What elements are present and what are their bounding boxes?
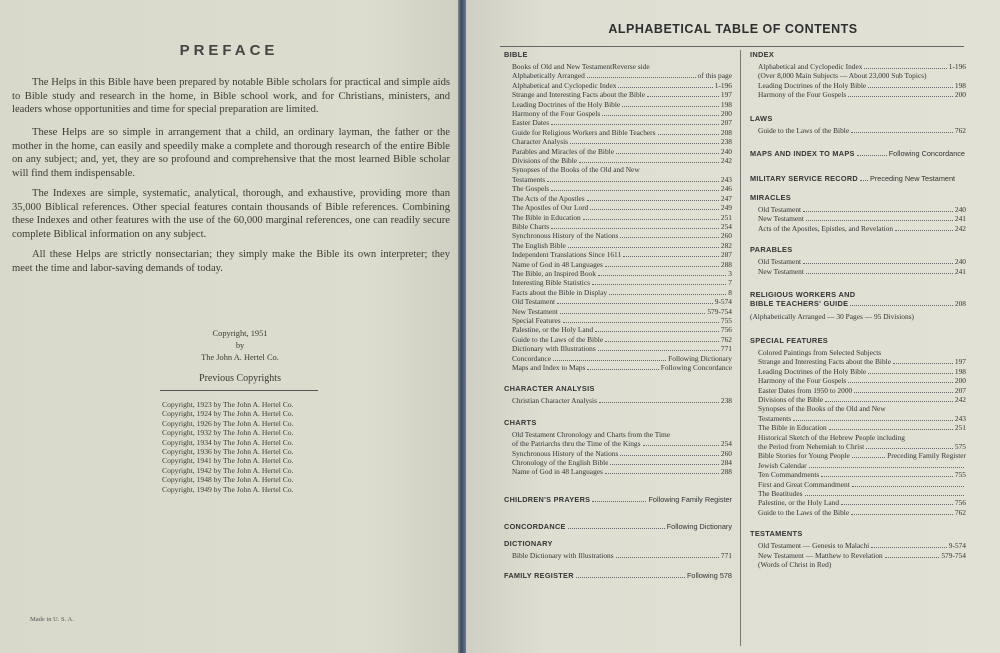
entry-page: Preceding Family Register bbox=[887, 451, 966, 461]
entry-page: 287 bbox=[720, 250, 732, 260]
toc-entry bbox=[504, 194, 732, 203]
toc-entry bbox=[504, 467, 732, 476]
entry-page: 254 bbox=[720, 221, 732, 231]
toc-entry bbox=[750, 62, 966, 71]
entry-title: Old Testament — Genesis to Malachi bbox=[758, 541, 870, 551]
entry-title: (Words of Christ in Red) bbox=[758, 560, 832, 569]
toc-entry bbox=[504, 156, 732, 165]
toc-entry bbox=[504, 396, 732, 405]
entry-title: Facts about the Bible in Display bbox=[512, 287, 608, 297]
toc-section-miracles bbox=[750, 193, 966, 233]
entry-title: Alphabetical and Cyclopedic Index bbox=[758, 62, 863, 71]
entry-title: Harmony of the Four Gospels bbox=[512, 109, 601, 119]
toc-entry bbox=[504, 551, 732, 560]
entry-title: Maps and Index to Maps bbox=[512, 363, 586, 372]
entry-page: 243 bbox=[954, 413, 966, 423]
entry-page: 198 bbox=[954, 366, 966, 376]
section-title: CHARACTER ANALYSIS bbox=[504, 384, 595, 394]
toc-entry bbox=[504, 449, 732, 458]
toc-entry bbox=[750, 404, 966, 413]
toc-entry bbox=[504, 100, 732, 109]
toc-entry bbox=[504, 335, 732, 344]
entry-title: First and Great Commandment bbox=[758, 479, 850, 489]
entry-title: Parables and Miracles of the Bible bbox=[512, 146, 615, 156]
entry-title: of the Patriarchs thru the Time of the Kings bbox=[512, 439, 641, 449]
entry-title: Leading Doctrines of the Holy Bible bbox=[758, 366, 867, 376]
entry-title: New Testament bbox=[512, 306, 558, 316]
entry-title: Guide for Religious Workers and Bible Teachers bbox=[512, 127, 656, 137]
toc-entry bbox=[750, 348, 966, 357]
entry-page: 771 bbox=[720, 550, 732, 560]
entry-title: Leading Doctrines of the Holy Bible bbox=[512, 99, 621, 109]
toc-entry bbox=[504, 307, 732, 316]
toc-left-column bbox=[504, 44, 732, 588]
entry-page: 3 bbox=[728, 268, 732, 278]
toc-section-dictionary bbox=[504, 539, 732, 560]
entry-title: The Bible in Education bbox=[758, 423, 827, 433]
entry-title: The Beatitudes bbox=[758, 488, 803, 498]
entry-page: 755 bbox=[954, 470, 966, 480]
entry-page: 247 bbox=[720, 193, 732, 203]
entry-title: New Testament bbox=[758, 214, 804, 224]
toc-section-religious-workers bbox=[750, 290, 966, 322]
toc-section bbox=[504, 418, 732, 477]
entry-title: Bible Dictionary with Illustrations bbox=[512, 550, 614, 560]
entry-page: 756 bbox=[720, 325, 732, 335]
toc-entry bbox=[504, 203, 732, 212]
toc-entry bbox=[750, 214, 966, 223]
entry-page: 762 bbox=[954, 125, 966, 135]
toc-entry bbox=[504, 458, 732, 467]
entry-page: 207 bbox=[720, 118, 732, 128]
preface-paragraph: The Indexes are simple, systematic, analytical, thorough, and exhaustive, providing more than 35,000 Biblical references. Other special features contain thousands of Bible references. Combining these Indexes and other features with the use of the 60,000 marginal references, one can readily secure complete Biblical information on any subject. bbox=[12, 188, 450, 240]
entry-title: Historical Sketch of the Hebrew People including bbox=[758, 432, 905, 442]
toc-section-testaments bbox=[750, 529, 966, 569]
toc-entry bbox=[750, 433, 966, 442]
toc-section-laws bbox=[750, 114, 966, 135]
toc-entry bbox=[750, 461, 966, 470]
toc-entry bbox=[504, 316, 732, 325]
entry-page: 243 bbox=[720, 174, 732, 184]
entry-page: 200 bbox=[954, 90, 966, 100]
toc-entry bbox=[504, 344, 732, 353]
entry-page: Preceding New Testament bbox=[870, 174, 956, 184]
section-title: RELIGIOUS WORKERS AND bbox=[750, 290, 856, 300]
list-item: Copyright, 1936 by The John A. Hertel Co. bbox=[162, 447, 294, 457]
toc-section bbox=[504, 50, 732, 372]
divider bbox=[160, 390, 318, 391]
entry-page: Following Dictionary bbox=[668, 353, 732, 363]
entry-page: 198 bbox=[720, 99, 732, 109]
entry-title: Easter Dates from 1950 to 2000 bbox=[758, 385, 853, 395]
entry-title: Jewish Calendar bbox=[758, 460, 807, 470]
toc-entry bbox=[504, 288, 732, 297]
entry-page: 755 bbox=[720, 315, 732, 325]
entry-page: 240 bbox=[954, 205, 966, 215]
entry-page: 251 bbox=[954, 423, 966, 433]
entry-title: Harmony of the Four Gospels bbox=[758, 90, 847, 100]
entry-title: Independent Translations Since 1611 bbox=[512, 250, 622, 260]
entry-title: Synchronous History of the Nations bbox=[512, 448, 619, 458]
entry-title: Alphabetical and Cyclopedic Index bbox=[512, 80, 617, 90]
toc-entry bbox=[750, 257, 966, 266]
entry-page: 7 bbox=[728, 278, 732, 288]
toc-entry bbox=[750, 498, 966, 507]
toc-entry bbox=[750, 81, 966, 90]
toc-entry bbox=[750, 489, 966, 498]
entry-page: Following Concordance bbox=[660, 363, 732, 372]
toc-entry bbox=[750, 451, 966, 460]
section-title: TESTAMENTS bbox=[750, 529, 803, 539]
entry-title: Alphabetically Arranged bbox=[512, 71, 585, 81]
list-item: Copyright, 1949 by The John A. Hertel Co. bbox=[162, 484, 294, 494]
entry-page: 238 bbox=[720, 396, 732, 406]
entry-page: Following 578 bbox=[686, 571, 732, 581]
entry-title: Ten Commandments bbox=[758, 470, 820, 480]
entry-page: 242 bbox=[954, 223, 966, 233]
toc-entry bbox=[504, 71, 732, 80]
entry-page: 260 bbox=[720, 448, 732, 458]
copyright-block bbox=[160, 328, 320, 364]
list-item: Copyright, 1942 by The John A. Hertel Co. bbox=[162, 465, 294, 475]
entry-page: 249 bbox=[720, 203, 732, 213]
previous-copyrights-list bbox=[162, 400, 322, 494]
entry-page: 8 bbox=[728, 287, 732, 297]
entry-title: Guide to the Laws of the Bible bbox=[758, 507, 850, 517]
copyright-by: by bbox=[235, 341, 245, 350]
section-title: LAWS bbox=[750, 113, 773, 123]
toc-entry bbox=[750, 442, 966, 451]
entry-page: 197 bbox=[720, 90, 732, 100]
section-title: MAPS AND INDEX TO MAPS bbox=[750, 149, 855, 159]
toc-section bbox=[504, 495, 732, 504]
entry-title: Christian Character Analysis bbox=[512, 396, 597, 406]
section-title: MILITARY SERVICE RECORD bbox=[750, 174, 858, 184]
entry-page: 242 bbox=[954, 394, 966, 404]
entry-title: Strange and Interesting Facts about the Bible bbox=[512, 90, 645, 100]
entry-title: Special Features bbox=[512, 315, 561, 325]
section-title: CONCORDANCE bbox=[504, 521, 566, 531]
entry-title: Acts of the Apostles, Epistles, and Revelation bbox=[758, 223, 894, 233]
entry-page: 771 bbox=[720, 344, 732, 354]
entry-title: the Period from Nehemiah to Christ bbox=[758, 441, 865, 451]
entry-page: 1-196 bbox=[714, 80, 732, 90]
previous-copyrights-heading: Previous Copyrights bbox=[199, 373, 281, 384]
entry-page: 246 bbox=[720, 184, 732, 194]
section-title: SPECIAL FEATURES bbox=[750, 335, 829, 345]
entry-page: 575 bbox=[954, 441, 966, 451]
list-item: Copyright, 1932 by The John A. Hertel Co. bbox=[162, 428, 294, 438]
toc-entry bbox=[504, 175, 732, 184]
entry-title: Synopses of the Books of the Old and New bbox=[512, 165, 640, 175]
toc-entry bbox=[504, 109, 732, 118]
list-item: Copyright, 1924 by The John A. Hertel Co. bbox=[162, 409, 294, 419]
entry-page: 579-754 bbox=[707, 306, 732, 316]
list-item: Copyright, 1948 by The John A. Hertel Co. bbox=[162, 475, 294, 485]
toc-entry bbox=[504, 213, 732, 222]
entry-page: 238 bbox=[720, 137, 732, 147]
entry-title: Testaments bbox=[512, 174, 546, 184]
entry-title: Old Testament Chronology and Charts from the Time bbox=[512, 429, 671, 439]
section-note: (Alphabetically Arranged — 30 Pages — 95 Divisions) bbox=[750, 312, 915, 322]
toc-section-family-register bbox=[504, 571, 732, 580]
entry-page: 756 bbox=[954, 498, 966, 508]
toc-entry bbox=[504, 137, 732, 146]
entry-page: 762 bbox=[720, 334, 732, 344]
entry-page: 9-574 bbox=[948, 541, 966, 551]
section-title: BIBLE TEACHERS' GUIDE bbox=[750, 299, 849, 309]
toc-section-military bbox=[750, 174, 966, 183]
toc-entry bbox=[504, 430, 732, 439]
toc-entry bbox=[750, 267, 966, 276]
section-title: INDEX bbox=[750, 50, 775, 59]
made-in-label: Made in U. S. A. bbox=[30, 616, 74, 623]
toc-entry bbox=[750, 299, 966, 308]
section-title: CHARTS bbox=[504, 417, 537, 427]
entry-page: 1-196 bbox=[948, 62, 966, 71]
entry-title: Old Testament bbox=[512, 297, 556, 307]
entry-title: Colored Paintings from Selected Subjects bbox=[758, 347, 882, 357]
toc-entry bbox=[750, 376, 966, 385]
entry-page: 288 bbox=[720, 467, 732, 477]
entry-title: Guide to the Laws of the Bible bbox=[758, 125, 850, 135]
entry-title: Character Analysis bbox=[512, 137, 569, 147]
entry-title: Name of God in 48 Languages bbox=[512, 259, 603, 269]
entry-title: Chronology of the English Bible bbox=[512, 458, 609, 468]
entry-title: New Testament — Matthew to Revelation bbox=[758, 550, 883, 560]
entry-page: 762 bbox=[954, 507, 966, 517]
entry-title: Old Testament bbox=[758, 205, 802, 215]
preface-page bbox=[0, 0, 458, 653]
entry-page: 240 bbox=[720, 146, 732, 156]
entry-title: Easter Dates bbox=[512, 118, 550, 128]
toc-section-maps bbox=[750, 149, 966, 158]
preface-title: PREFACE bbox=[179, 42, 279, 59]
entry-page: 198 bbox=[954, 80, 966, 90]
entry-title: Books of Old and New Testament bbox=[512, 62, 613, 71]
toc-entry bbox=[750, 205, 966, 214]
entry-page: 9-574 bbox=[714, 297, 732, 307]
entry-title: Synchronous History of the Nations bbox=[512, 231, 619, 241]
toc-entry bbox=[750, 90, 966, 99]
toc-entry bbox=[750, 126, 966, 135]
section-title: DICTIONARY bbox=[504, 538, 553, 548]
toc-section-special-features bbox=[750, 336, 966, 517]
entry-title: (Over 8,000 Main Subjects — About 23,000 Sub Topics) bbox=[758, 71, 927, 81]
entry-page: 208 bbox=[720, 127, 732, 137]
entry-title: The Bible in Education bbox=[512, 212, 581, 222]
entry-title: Testaments bbox=[758, 413, 792, 423]
toc-entry bbox=[504, 241, 732, 250]
section-title: FAMILY REGISTER bbox=[504, 571, 574, 581]
entry-title: Divisions of the Bible bbox=[512, 156, 578, 166]
toc-entry bbox=[750, 386, 966, 395]
list-item: Copyright, 1941 by The John A. Hertel Co. bbox=[162, 456, 294, 466]
toc-entry bbox=[504, 354, 732, 363]
toc-section-index bbox=[750, 50, 966, 100]
entry-page: of this page bbox=[697, 71, 732, 81]
toc-right-column bbox=[750, 44, 966, 569]
column-divider bbox=[740, 50, 741, 646]
toc-entry bbox=[504, 118, 732, 127]
entry-title: New Testament bbox=[758, 266, 804, 276]
toc-entry bbox=[504, 147, 732, 156]
entry-page: 197 bbox=[954, 357, 966, 367]
book-gutter bbox=[458, 0, 466, 653]
toc-entry bbox=[504, 260, 732, 269]
toc-entry bbox=[504, 62, 732, 71]
section-title: MIRACLES bbox=[750, 193, 791, 203]
entry-title: Leading Doctrines of the Holy Bible bbox=[758, 80, 867, 90]
toc-entry bbox=[504, 128, 732, 137]
toc-entry bbox=[504, 250, 732, 259]
toc-title: ALPHABETICAL TABLE OF CONTENTS bbox=[608, 22, 858, 36]
entry-page: 251 bbox=[720, 212, 732, 222]
toc-entry bbox=[504, 297, 732, 306]
toc-entry bbox=[504, 222, 732, 231]
entry-page: 242 bbox=[720, 156, 732, 166]
entry-title: The Acts of the Apostles bbox=[512, 193, 585, 203]
toc-entry bbox=[504, 81, 732, 90]
list-item: Copyright, 1934 by The John A. Hertel Co. bbox=[162, 437, 294, 447]
entry-title: Concordance bbox=[512, 353, 551, 363]
preface-paragraph: The Helps in this Bible have been prepared by notable Bible scholars for practical and simple aids to Bible study and research in the home, in Bible school work, and for Christians, ministers, and leaders whose opportunities and time for special preparation are limited. bbox=[12, 77, 450, 116]
toc-entry bbox=[750, 508, 966, 517]
toc-entry bbox=[750, 367, 966, 376]
toc-entry bbox=[504, 325, 732, 334]
list-item: Copyright, 1926 by The John A. Hertel Co. bbox=[162, 418, 294, 428]
toc-entry bbox=[750, 395, 966, 404]
entry-page: 208 bbox=[954, 299, 966, 309]
entry-page: 200 bbox=[720, 109, 732, 119]
publisher-name: The John A. Hertel Co. bbox=[201, 353, 279, 362]
entry-page: 284 bbox=[720, 458, 732, 468]
entry-title: Palestine, or the Holy Land bbox=[758, 498, 840, 508]
entry-title: Name of God in 48 Languages bbox=[512, 467, 603, 477]
toc-entry bbox=[750, 541, 966, 550]
toc-entry bbox=[504, 363, 732, 372]
section-title: BIBLE bbox=[504, 50, 528, 59]
entry-title: Harmony of the Four Gospels bbox=[758, 376, 847, 386]
toc-section-parables bbox=[750, 245, 966, 276]
toc-section bbox=[504, 384, 732, 405]
entry-page: 579-754 bbox=[941, 550, 966, 560]
section-title: PARABLES bbox=[750, 245, 793, 255]
entry-title: The Apostles of Our Lord bbox=[512, 203, 589, 213]
entry-page: 241 bbox=[954, 266, 966, 276]
entry-page: 241 bbox=[954, 214, 966, 224]
entry-title: Strange and Interesting Facts about the Bible bbox=[758, 357, 891, 367]
toc-entry bbox=[504, 439, 732, 448]
toc-section bbox=[504, 522, 732, 531]
entry-title: Bible Charts bbox=[512, 221, 550, 231]
list-item: Copyright, 1923 by The John A. Hertel Co. bbox=[162, 400, 294, 409]
entry-page: Following Concordance bbox=[888, 149, 965, 159]
preface-paragraph: All these Helps are strictly nonsectarian; they simply make the Bible its own interpreter; they meet the time and labor-saving demands of today. bbox=[12, 249, 450, 274]
entry-page: Following Family Register bbox=[648, 494, 732, 504]
entry-page: 240 bbox=[954, 257, 966, 267]
toc-entry bbox=[750, 224, 966, 233]
preface-paragraph: These Helps are so simple in arrangement that a child, an ordinary layman, the father or the mother in the home, can easily and speedily make a complete and thorough research of the entire Bible on any subject; and, yet, they are so profound and comprehensive that the most learned Bible scholar will find them indispensable. bbox=[12, 127, 450, 179]
toc-entry bbox=[750, 551, 966, 560]
entry-title: Palestine, or the Holy Land bbox=[512, 325, 594, 335]
toc-entry bbox=[750, 560, 966, 569]
toc-entry bbox=[504, 165, 732, 174]
entry-page: 282 bbox=[720, 240, 732, 250]
toc-entry bbox=[750, 470, 966, 479]
toc-entry bbox=[750, 357, 966, 366]
toc-entry bbox=[750, 480, 966, 489]
entry-title: Bible Stories for Young People bbox=[758, 451, 850, 461]
toc-entry bbox=[504, 231, 732, 240]
entry-title: Guide to the Laws of the Bible bbox=[512, 334, 604, 344]
entry-page: Reverse side bbox=[612, 62, 650, 71]
entry-title: The Bible, an Inspired Book bbox=[512, 268, 596, 278]
entry-page: 260 bbox=[720, 231, 732, 241]
entry-page: 254 bbox=[720, 439, 732, 449]
toc-entry bbox=[504, 278, 732, 287]
entry-title: Interesting Bible Statistics bbox=[512, 278, 591, 288]
entry-title: The English Bible bbox=[512, 240, 566, 250]
entry-title: Old Testament bbox=[758, 257, 802, 267]
toc-entry bbox=[504, 90, 732, 99]
entry-title: Dictionary with Illustrations bbox=[512, 344, 596, 354]
copyright-line: Copyright, 1951 bbox=[212, 329, 268, 338]
toc-entry bbox=[504, 269, 732, 278]
toc-entry bbox=[750, 71, 966, 80]
toc-entry bbox=[750, 423, 966, 432]
toc-entry bbox=[504, 184, 732, 193]
entry-title: The Gospels bbox=[512, 184, 550, 194]
entry-title: Divisions of the Bible bbox=[758, 394, 824, 404]
entry-page: 288 bbox=[720, 259, 732, 269]
entry-title: Synopses of the Books of the Old and New bbox=[758, 404, 886, 414]
section-title: CHILDREN'S PRAYERS bbox=[504, 494, 591, 504]
entry-page: Following Dictionary bbox=[666, 521, 732, 531]
toc-entry bbox=[750, 414, 966, 423]
entry-page: 207 bbox=[954, 385, 966, 395]
entry-page: 200 bbox=[954, 376, 966, 386]
